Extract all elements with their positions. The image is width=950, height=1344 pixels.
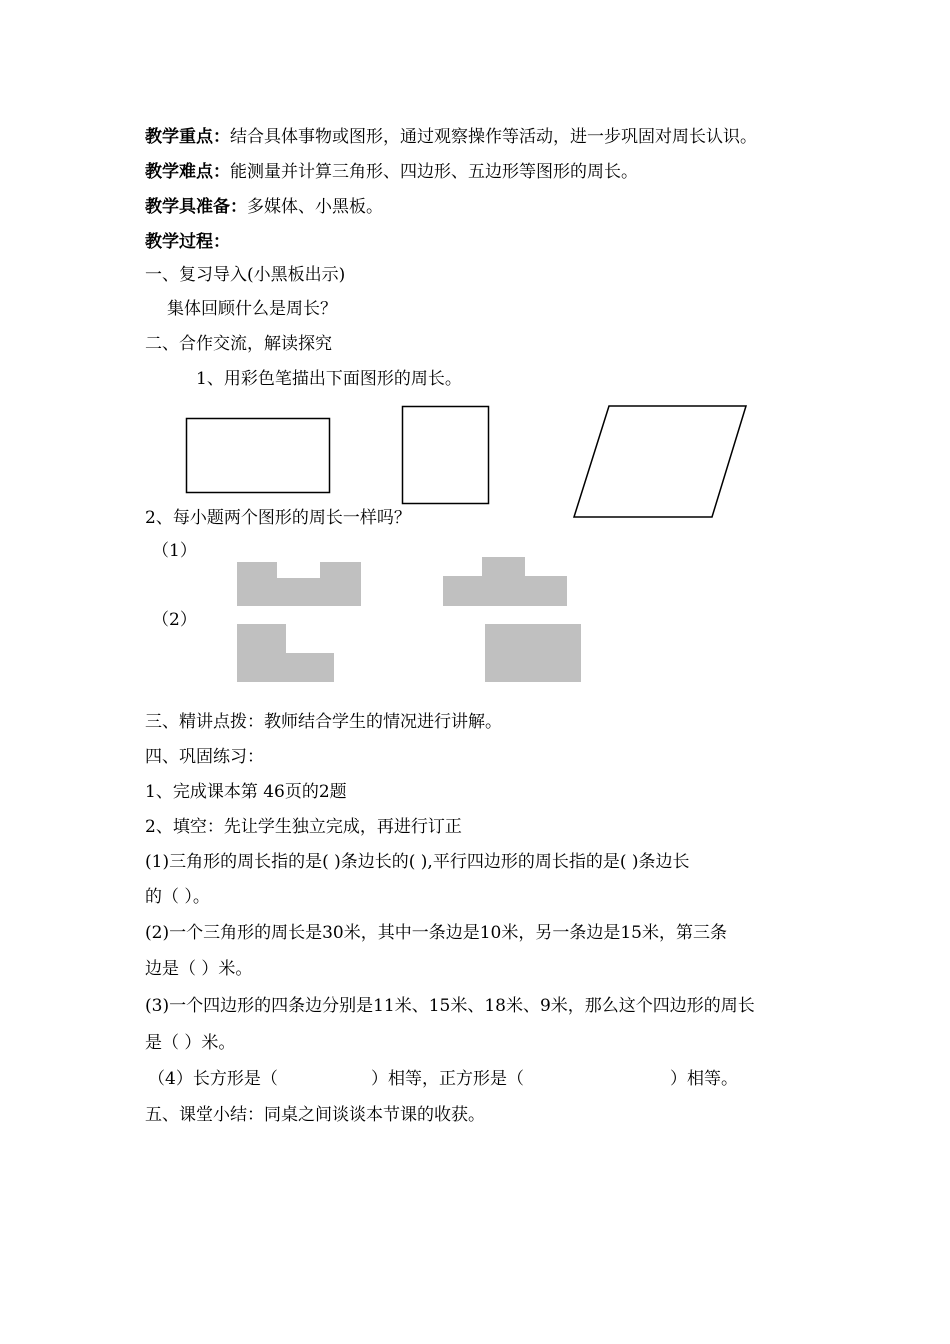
teaching-tools-text: 多媒体、小黑板。 [247,197,383,217]
question-2-part-2-label: （2） [152,610,197,630]
section-1-heading: 一、复习导入(小黑板出示) [145,265,346,285]
section-5-heading: 五、课堂小结：同桌之间谈谈本节课的收获。 [145,1105,485,1125]
teaching-focus-text: 结合具体事物或图形，通过观察操作等活动，进一步巩固对周长认识。 [230,127,757,147]
exercise-2: 2、填空：先让学生独立完成，再进行订正 [145,817,462,837]
section-3-heading: 三、精讲点拨：教师结合学生的情况进行讲解。 [145,712,502,732]
teaching-tools-label: 教学具准备： [145,197,247,217]
section-2-heading: 二、合作交流，解读探究 [145,334,332,354]
section-2-question-2: 2、每小题两个图形的周长一样吗？ [145,508,411,528]
fill-blank-1-line-2: 的（ ）。 [145,887,210,907]
fill-blank-3-line-1: (3)一个四边形的四条边分别是11米、15米、18米、9米，那么这个四边形的周长 [145,996,755,1016]
teaching-focus-label: 教学重点： [145,127,230,147]
fill-blank-3-line-2: 是（ ）米。 [145,1033,236,1053]
rectangle-shape [187,419,330,493]
teaching-process-label: 教学过程： [145,232,230,252]
tall-rectangle-shape [403,407,489,504]
exercise-1: 1、完成课本第 46页的2题 [145,782,347,802]
section-1-sub: 集体回顾什么是周长？ [167,299,337,319]
fill-blank-4-part-a: （4）长方形是（ [148,1069,278,1089]
section-4-heading: 四、巩固练习： [145,747,264,767]
section-2-question-1: 1、用彩色笔描出下面图形的周长。 [196,369,462,389]
fill-blank-1-line-1: (1)三角形的周长指的是( )条边长的( ),平行四边形的周长指的是( )条边长 [145,852,690,872]
fill-blank-4-part-b: ）相等，正方形是（ [371,1069,524,1089]
question-2-part-1-label: （1） [152,541,197,561]
l-shape [237,624,334,682]
gray-rectangle-shape [485,624,581,682]
stepped-shape [443,557,567,606]
fill-blank-2-line-1: (2)一个三角形的周长是30米，其中一条边是10米，另一条边是15米，第三条 [145,923,727,943]
teaching-difficulty-text: 能测量并计算三角形、四边形、五边形等图形的周长。 [230,162,638,182]
teaching-difficulty-label: 教学难点： [145,162,230,182]
fill-blank-4-part-c: ）相等。 [670,1069,738,1089]
parallelogram-shape [574,406,746,517]
fill-blank-2-line-2: 边是（ ）米。 [145,959,253,979]
notched-shape [237,562,361,606]
